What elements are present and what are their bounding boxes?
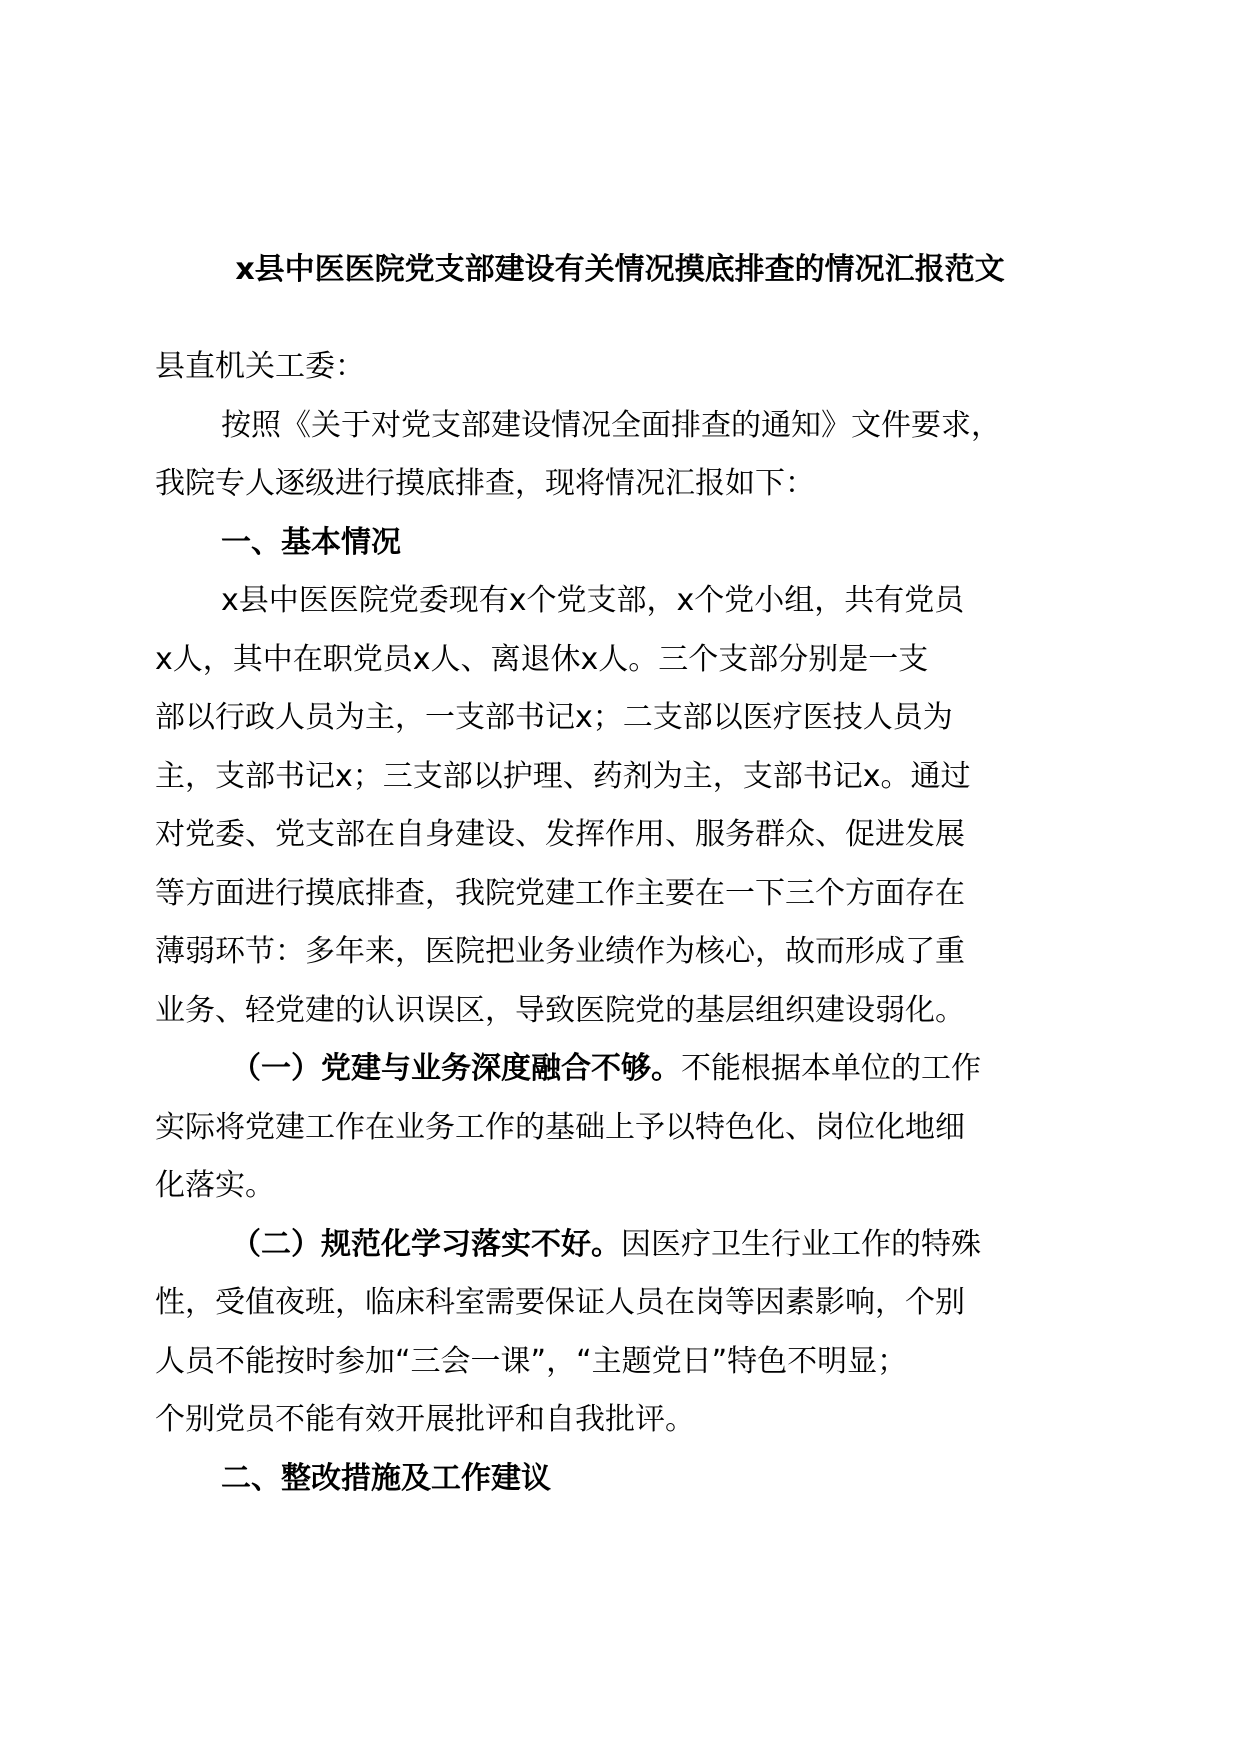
paragraph-line: 人员不能按时参加“三会一课”，“主题党日”特色不明显； — [155, 1343, 908, 1379]
paragraph-line: 部以行政人员为主，一支部书记x；二支部以医疗医技人员为 — [155, 700, 953, 735]
paragraph-line: 个别党员不能有效开展批评和自我批评。 — [155, 1402, 695, 1437]
paragraph-line: 主，支部书记x；三支部以护理、药剂为主，支部书记x。通过 — [155, 758, 971, 794]
section-heading-rectification-measures: 二、整改措施及工作建议 — [221, 1460, 551, 1496]
paragraph-line: 业务、轻党建的认识误区，导致医院党的基层组织建设弱化。 — [155, 992, 965, 1028]
subsection-item-1-text: 不能根据本单位的工作 — [681, 1051, 981, 1086]
paragraph-line: x人，其中在职党员x人、离退休x人。三个支部分别是一支 — [155, 641, 929, 677]
paragraph-line: 化落实。 — [155, 1168, 275, 1203]
subsection-item-2-text: 因医疗卫生行业工作的特殊 — [621, 1226, 981, 1262]
paragraph-line: 对党委、党支部在自身建设、发挥作用、服务群众、促进发展 — [155, 817, 965, 852]
subsection-item-1-title: （一）党建与业务深度融合不够。 — [231, 1051, 681, 1086]
intro-line-2: 我院专人逐级进行摸底排查，现将情况汇报如下： — [155, 466, 815, 501]
paragraph-line: 等方面进行摸底排查，我院党建工作主要在一下三个方面存在 — [155, 875, 965, 911]
intro-line-1: 按照《关于对党支部建设情况全面排查的通知》文件要求， — [221, 407, 1001, 443]
paragraph-line: x县中医医院党委现有x个党支部，x个党小组，共有党员 — [221, 583, 965, 618]
salutation: 县直机关工委： — [155, 349, 365, 384]
paragraph-line: 实际将党建工作在业务工作的基础上予以特色化、岗位化地细 — [155, 1109, 965, 1145]
subsection-item-1 — [155, 1040, 1095, 1099]
section-heading-basic-situation: 一、基本情况 — [221, 524, 401, 560]
paragraph-line: 薄弱环节：多年来，医院把业务业绩作为核心，故而形成了重 — [155, 934, 965, 969]
paragraph-line: 性，受值夜班，临床科室需要保证人员在岗等因素影响，个别 — [155, 1285, 965, 1320]
subsection-item-2 — [155, 1216, 1095, 1275]
document-body — [155, 338, 1095, 1508]
subsection-item-2-title: （二）规范化学习落实不好。 — [231, 1226, 621, 1262]
document-title: x县中医医院党支部建设有关情况摸底排查的情况汇报范文 — [235, 252, 1005, 287]
